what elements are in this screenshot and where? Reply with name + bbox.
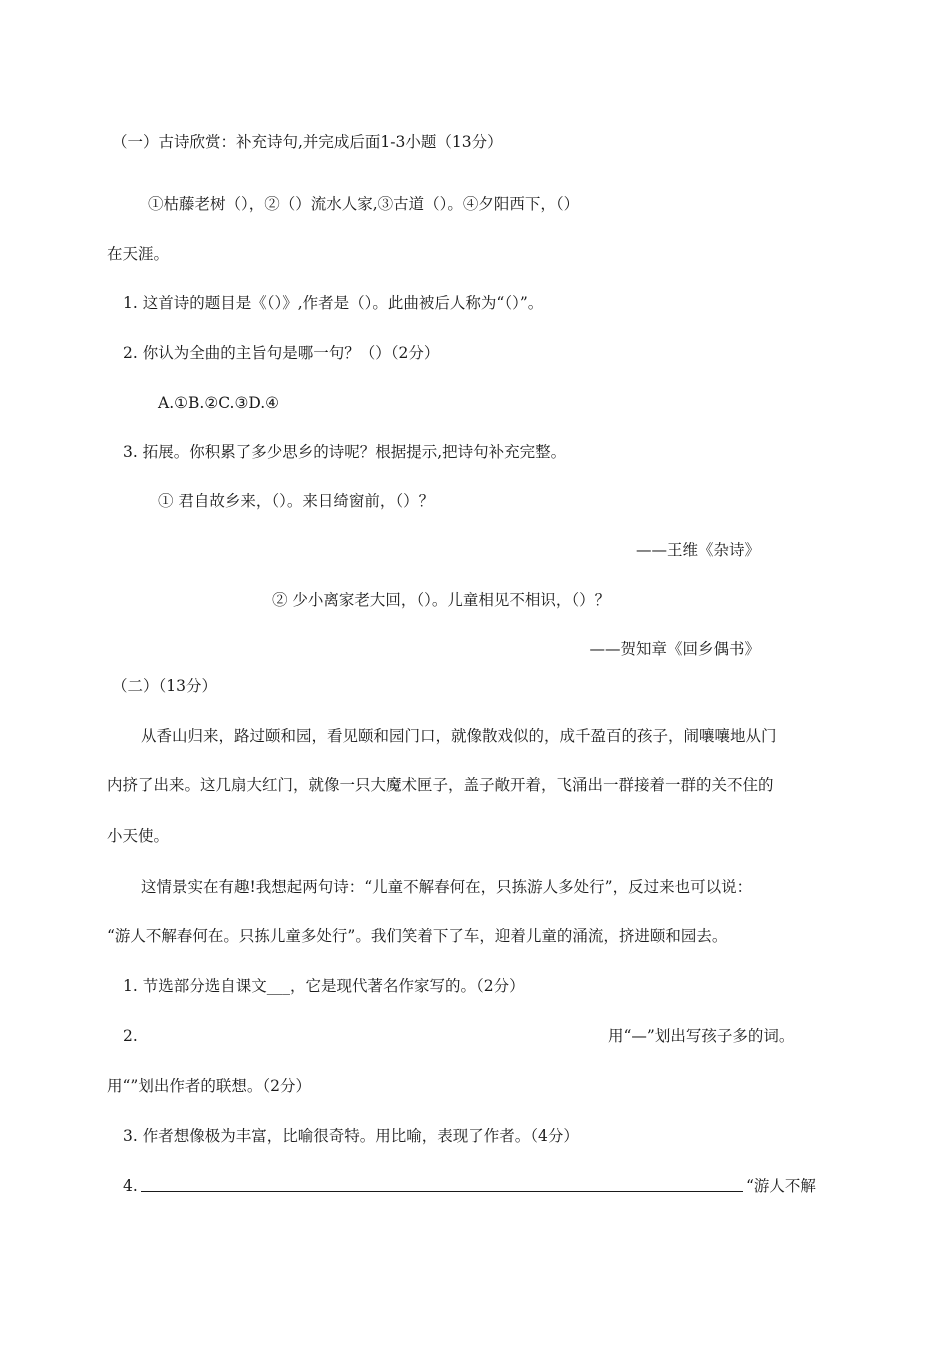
poem-line-2: 在天涯。 xyxy=(107,245,170,263)
passage-question-2-cont: 用“”划出作者的联想。（2分） xyxy=(107,1077,311,1095)
passage-para2-line1: 这情景实在有趣!我想起两句诗：“儿童不解春何在，只拣游人多处行”，反过来也可以说： xyxy=(141,878,753,896)
passage-para1-line1: 从香山归来，路过颐和园，看见颐和园门口，就像散戏似的，成千盈百的孩子，闹嚷嚷地从门 xyxy=(141,727,777,745)
passage-question-2-right: 用“—”划出写孩子多的词。 xyxy=(608,1027,795,1045)
passage-question-4-right: “游人不解 xyxy=(746,1177,816,1195)
poem-item-2-source: ——贺知章《回乡偶书》 xyxy=(589,640,760,658)
section2-heading: （二）（13分） xyxy=(112,677,217,695)
question-2-options: A.①B.②C.③D.④ xyxy=(158,394,280,412)
poem-item-1-source: ——王维《杂诗》 xyxy=(635,541,760,559)
passage-question-2-number: 2. xyxy=(123,1027,138,1045)
question-1: 1. 这首诗的题目是《（）》,作者是（）。此曲被后人称为“（）”。 xyxy=(123,294,544,312)
passage-para1-line2: 内挤了出来。这几扇大红门，就像一只大魔术匣子，盖子敞开着，飞涌出一群接着一群的关不住的 xyxy=(107,776,774,794)
question-3: 3. 拓展。你积累了多少思乡的诗呢？根据提示,把诗句补充完整。 xyxy=(123,443,567,461)
passage-para1-line3: 小天使。 xyxy=(107,827,170,845)
poem-line-1: ①枯藤老树（），②（）流水人家,③古道（）。④夕阳西下，（） xyxy=(148,195,580,213)
question-2: 2. 你认为全曲的主旨句是哪一句？（）（2分） xyxy=(123,344,440,362)
poem-item-1: ① 君自故乡来，（）。来日绮窗前，（）？ xyxy=(158,492,435,510)
poem-item-2: ② 少小离家老大回，（）。儿童相见不相识，（）？ xyxy=(272,591,611,609)
passage-question-3: 3. 作者想像极为丰富，比喻很奇特。用比喻，表现了作者。（4分） xyxy=(123,1127,579,1145)
passage-para2-line2: “游人不解春何在。只拣儿童多处行”。我们笑着下了车，迎着儿童的涌流，挤进颐和园去。 xyxy=(107,927,728,945)
answer-blank-line xyxy=(141,1191,743,1192)
section1-heading: （一）古诗欣赏：补充诗句,并完成后面1-3小题（13分） xyxy=(112,133,503,151)
passage-question-1: 1. 节选部分选自课文___，它是现代著名作家写的。（2分） xyxy=(123,977,525,995)
passage-question-4-number: 4. xyxy=(123,1177,138,1195)
